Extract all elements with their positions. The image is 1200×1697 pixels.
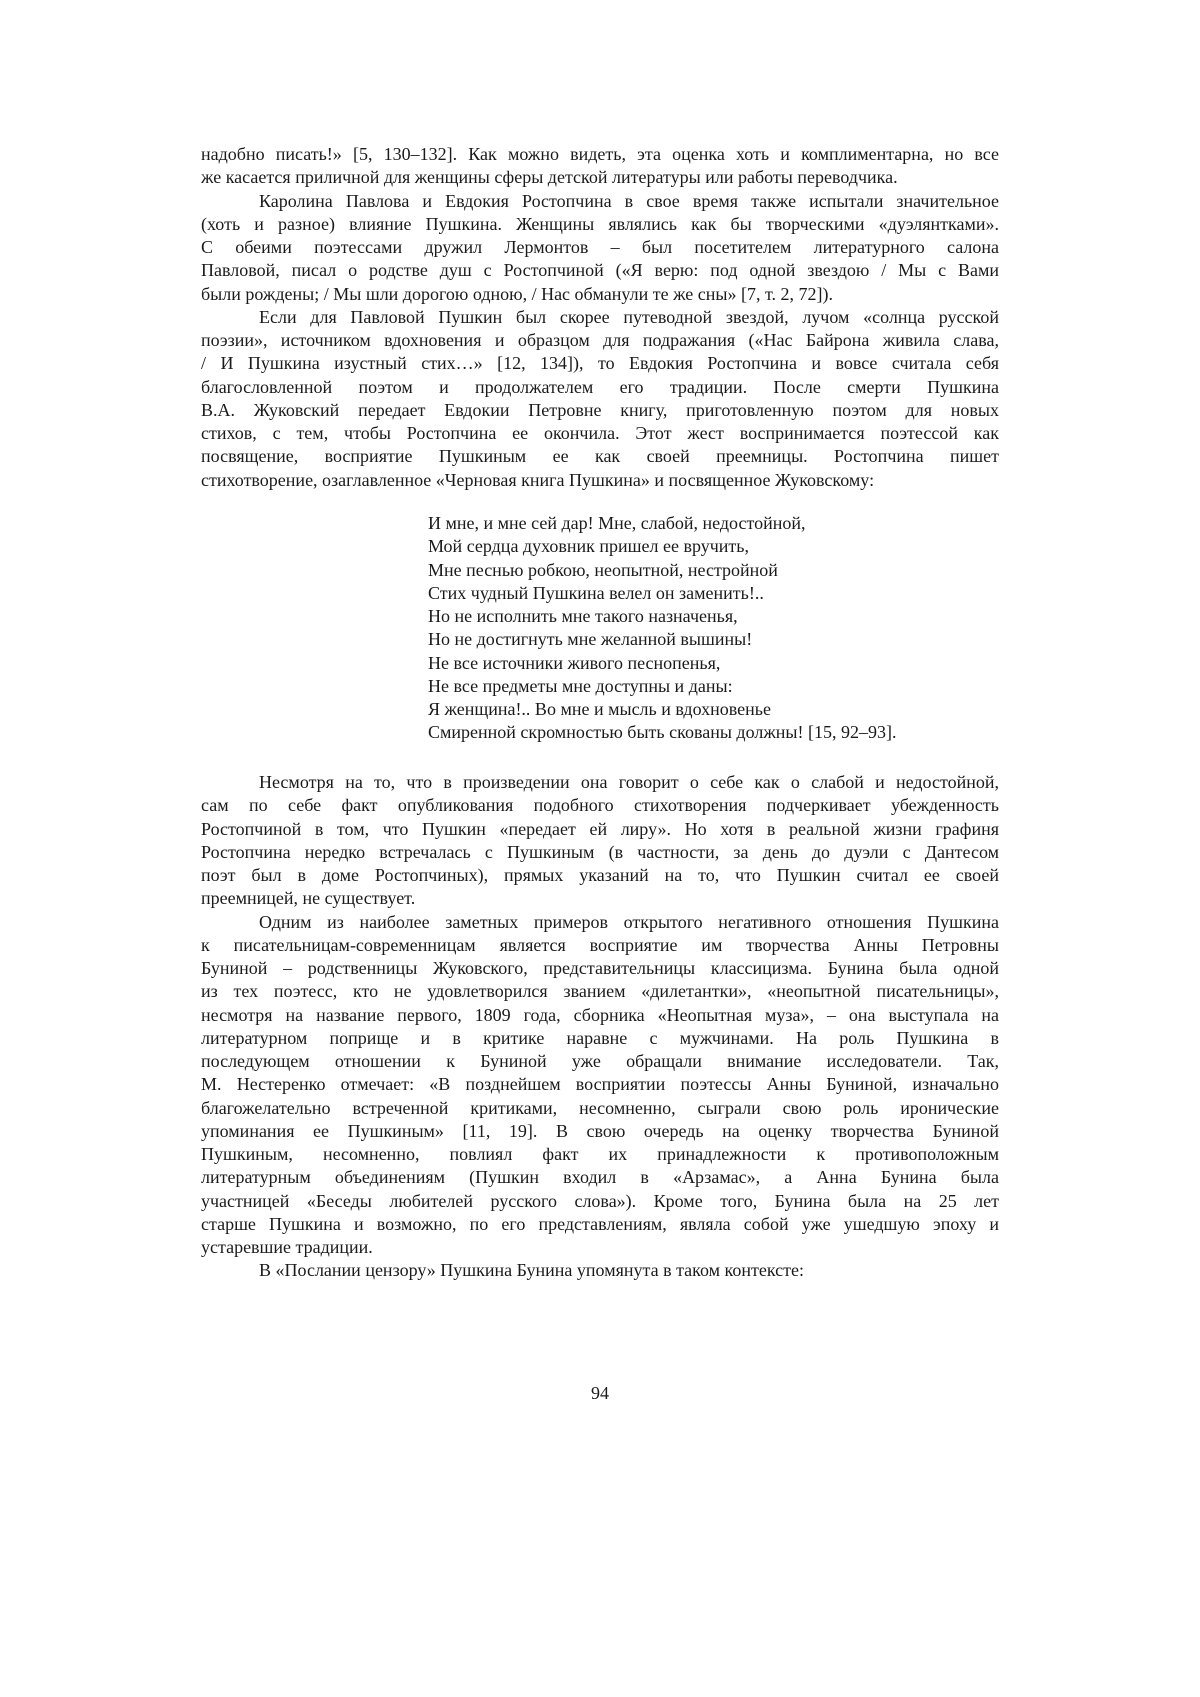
text-line: В «Послании цензору» Пушкина Бунина упомянута в таком контексте: bbox=[259, 1260, 805, 1281]
text-line: С обеими поэтессами дружил Лермонтов – был посетителем литературного салона bbox=[201, 237, 999, 257]
poem-line: Смиренной скромностью быть скованы должны! [15, 92–93]. bbox=[428, 722, 897, 743]
poem-line: Не все источники живого песнопенья, bbox=[428, 652, 721, 673]
text-line: стихотворение, озаглавленное «Черновая книга Пушкина» и посвященное Жуковскому: bbox=[201, 469, 875, 490]
text-line: литературном поприще и в критике наравне с мужчинами. На роль Пушкина в bbox=[201, 1027, 999, 1048]
text-line: посвящение, восприятие Пушкиным ее как своей преемницы. Ростопчина пишет bbox=[201, 446, 999, 467]
text-line: к писательницам-современницам является восприятие им творчества Анны Петровны bbox=[201, 934, 999, 955]
text-line: М. Нестеренко отмечает: «В позднейшем восприятии поэтессы Анны Буниной, изначально bbox=[201, 1074, 999, 1095]
text-line: последующем отношении к Буниной уже обращали внимание исследователи. Так, bbox=[201, 1051, 999, 1071]
text-line: несмотря на название первого, 1809 года, сборника «Неопытная муза», – она выступала на bbox=[201, 1004, 999, 1025]
text-line: же касается приличной для женщины сферы детской литературы или работы переводчика. bbox=[201, 167, 898, 188]
poem-line: Мой сердца духовник пришел ее вручить, bbox=[428, 536, 750, 557]
text-line: стихов, с тем, чтобы Ростопчина ее окончила. Этот жест воспринимается поэтессой как bbox=[201, 423, 999, 443]
text-line: упоминания ее Пушкиным» [11, 19]. В свою очередь на оценку творчества Буниной bbox=[201, 1120, 999, 1141]
text-line: Павловой, писал о родстве душ с Ростопчиной («Я верю: под одной звездою / Мы с Вами bbox=[201, 260, 999, 281]
text-line: (хоть и разное) влияние Пушкина. Женщины являлись как бы творческими «дуэлянтками». bbox=[201, 213, 999, 234]
text-block-after-poem bbox=[201, 771, 999, 1283]
text-line: поэт был в доме Ростопчиных), прямых указаний на то, что Пушкин считал ее своей bbox=[201, 865, 999, 885]
text-line: Одним из наиболее заметных примеров открытого негативного отношения Пушкина bbox=[259, 911, 999, 932]
poem-line: Но не исполнить мне такого назначенья, bbox=[428, 606, 738, 626]
text-line: В.А. Жуковский передает Евдокии Петровне книгу, приготовленную поэтом для новых bbox=[201, 399, 999, 420]
text-line: поэзии», источником вдохновения и образцом для подражания («Нас Байрона живила слава, bbox=[201, 330, 999, 350]
text-line: старше Пушкина и возможно, по его представлениям, являла собой уже ушедшую эпоху и bbox=[201, 1213, 999, 1234]
poem-line: Не все предметы мне доступны и даны: bbox=[428, 675, 733, 696]
page-number: 94 bbox=[591, 1383, 609, 1403]
text-line: Ростопчиной в том, что Пушкин «передает ей лиру». Но хотя в реальной жизни графиня bbox=[201, 818, 999, 839]
poem-line: Мне песнью робкою, неопытной, нестройной bbox=[428, 559, 778, 580]
poem-line: И мне, и мне сей дар! Мне, слабой, недостойной, bbox=[428, 513, 806, 533]
poem-quote bbox=[428, 512, 896, 745]
text-line: были рождены; / Мы шли дорогою одною, / Нас обманули те же сны» [7, т. 2, 72]). bbox=[201, 283, 833, 304]
poem-line: Я женщина!.. Во мне и мысль и вдохновенье bbox=[428, 699, 771, 719]
text-line: благословленной поэтом и продолжателем его традиции. После смерти Пушкина bbox=[201, 376, 999, 397]
text-line: Каролина Павлова и Евдокия Ростопчина в свое время также испытали значительное bbox=[259, 190, 999, 211]
text-line: литературным объединениям (Пушкин входил в «Арзамас», а Анна Бунина была bbox=[201, 1167, 999, 1188]
poem-line: Стих чудный Пушкина велел он заменить!.. bbox=[428, 582, 764, 603]
text-line: Ростопчина нередко встречалась с Пушкиным (в частности, за день до дуэли с Дантесом bbox=[201, 841, 999, 862]
text-line: устаревшие традиции. bbox=[201, 1237, 373, 1257]
text-line: сам по себе факт опубликования подобного стихотворения подчеркивает убежденность bbox=[201, 795, 999, 816]
text-line: Несмотря на то, что в произведении она говорит о себе как о слабой и недостойной, bbox=[259, 772, 999, 792]
text-line: благожелательно встреченной критиками, несомненно, сыграли свою роль иронические bbox=[201, 1097, 999, 1118]
text-line: участницей «Беседы любителей русского слова»). Кроме того, Бунина была на 25 лет bbox=[201, 1190, 999, 1211]
text-line: Буниной – родственницы Жуковского, представительницы классицизма. Бунина была одной bbox=[201, 958, 999, 978]
text-block-before-poem bbox=[201, 143, 999, 492]
text-line: Пушкиным, несомненно, повлиял факт их принадлежности к противоположным bbox=[201, 1144, 999, 1164]
text-line: / И Пушкина изустный стих…» [12, 134]), то Евдокия Ростопчина и вовсе считала себя bbox=[201, 353, 999, 374]
poem-line: Но не достигнуть мне желанной вышины! bbox=[428, 629, 753, 650]
text-line: из тех поэтесс, кто не удовлетворился званием «дилетантки», «неопытной писательницы», bbox=[201, 981, 999, 1002]
text-line: надобно писать!» [5, 130–132]. Как можно видеть, эта оценка хоть и комплиментарна, но все bbox=[201, 144, 999, 164]
text-line: преемницей, не существует. bbox=[201, 888, 416, 909]
text-line: Если для Павловой Пушкин был скорее путеводной звездой, лучом «солнца русской bbox=[259, 306, 999, 327]
